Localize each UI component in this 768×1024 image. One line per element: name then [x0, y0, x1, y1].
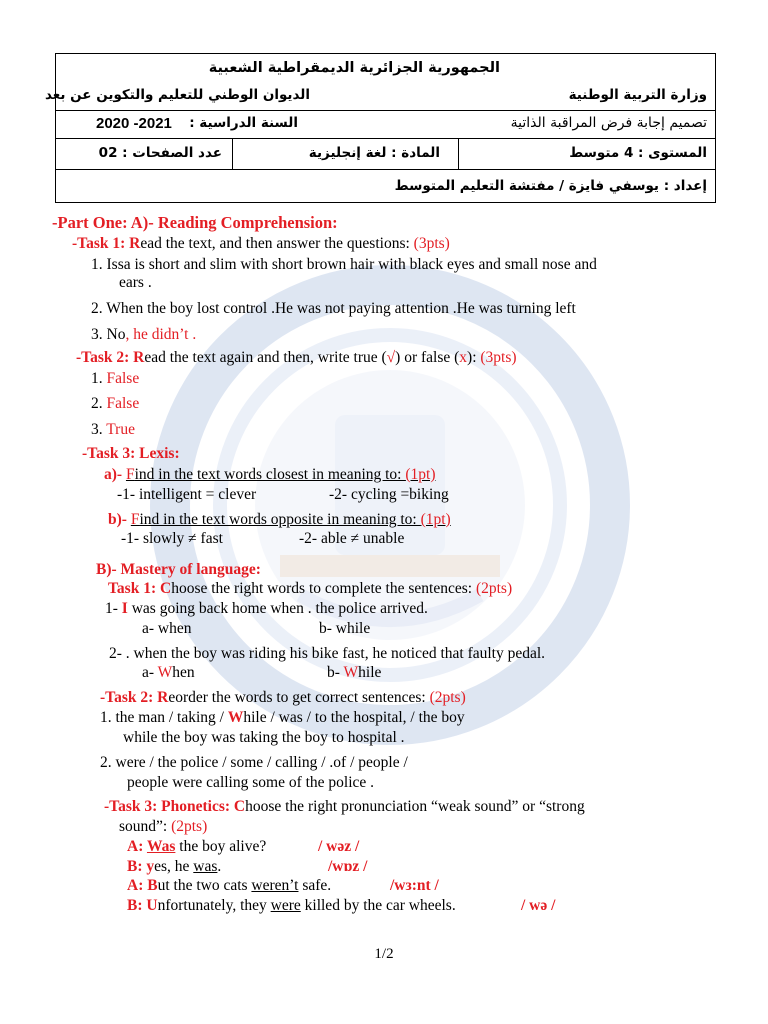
check-mark-icon: √: [386, 349, 396, 366]
author-label: إعداد : يوسفي فايزة / مفتشة التعليم المتوسط: [394, 178, 707, 194]
page-number: 1/2: [374, 946, 394, 962]
mastery-task3-heading-cont: sound”: (2pts): [119, 818, 208, 835]
reorder-question-1: 1. the man / taking / While / was / to the hospital, / the boy: [100, 709, 465, 726]
task3-lexis-title: -Task 3: Lexis:: [82, 445, 180, 462]
design-title: تصميم إجابة فرض المراقبة الذاتية: [510, 115, 707, 131]
task2-answer-2: 2. False: [91, 395, 140, 412]
sentence-1-option-b: b- while: [319, 620, 371, 637]
mastery-task1-sentence-2: 2- . when the boy was riding his bike fast, he noticed that faulty pedal.: [109, 645, 546, 662]
phonetics-answer-2: /wɒz /: [328, 858, 368, 875]
reorder-question-2: 2. were / the police / some / calling / .of / people /: [100, 754, 408, 771]
task2-answer-1: 1. False: [91, 370, 140, 387]
reorder-answer-1: while the boy was taking the boy to hospital .: [123, 729, 405, 746]
lexis-b-heading: b)- Find in the text words opposite in meaning to: (1pt): [108, 511, 451, 528]
level-label: المستوى : 4 متوسط: [569, 145, 707, 161]
subject-label: المادة : لغة إنجليزية: [308, 145, 440, 161]
phonetics-line-1: A: Was the boy alive?: [127, 838, 267, 855]
onefd-logo-watermark: [150, 265, 630, 745]
mastery-task2-heading: -Task 2: Reorder the words to get correct sentences: (2pts): [100, 689, 466, 706]
phonetics-answer-1: / wəz /: [318, 838, 360, 855]
office-name: الديوان الوطني للتعليم والتكوين عن بعد: [44, 87, 310, 103]
task1-answer-1: 1. Issa is short and slim with short brown hair with black eyes and small nose and: [91, 256, 597, 273]
document-header: [44, 53, 716, 203]
lexis-a-heading: a)- Find in the text words closest in meaning to: (1pt): [104, 466, 436, 483]
mastery-task1-sentence-1: 1- I was going back home when . the police arrived.: [105, 600, 428, 617]
header-divider: [232, 139, 233, 169]
republic-name: الجمهورية الجزائرية الديمقراطية الشعبية: [208, 60, 500, 76]
task1-answer-1-cont: ears .: [119, 274, 152, 291]
task1-answer-2: 2. When the boy lost control .He was not paying attention .He was turning left: [91, 300, 576, 317]
phonetics-line-3: A: But the two cats weren’t safe.: [127, 877, 332, 894]
ministry-name: وزارة التربية الوطنية: [568, 87, 707, 103]
lexis-a-answer-1: -1- intelligent = clever: [117, 486, 257, 503]
task2-answer-3: 3. True: [91, 421, 135, 438]
lexis-b-answer-1: -1- slowly ≠ fast: [121, 530, 223, 547]
part-one-title: -Part One: A)- Reading Comprehension:: [52, 213, 338, 232]
mastery-task3-heading: -Task 3: Phonetics: Choose the right pronunciation “weak sound” or “strong: [104, 798, 585, 815]
task1-heading: -Task 1: Read the text, and then answer the questions: (3pts): [72, 235, 450, 252]
mastery-task1-heading: Task 1: Choose the right words to complete the sentences: (2pts): [108, 580, 513, 597]
header-row-author: [56, 170, 715, 202]
sentence-2-option-a: a- When: [142, 664, 195, 681]
header-row-design: [56, 111, 715, 139]
header-divider: [458, 139, 459, 169]
lexis-a-answer-2: -2- cycling =biking: [329, 486, 449, 503]
pages-label: عدد الصفحات : 02: [98, 145, 222, 161]
reorder-answer-2: people were calling some of the police .: [127, 774, 375, 791]
phonetics-answer-3: /wз:nt /: [390, 877, 439, 894]
phonetics-line-2: B: yes, he was.: [127, 858, 222, 875]
phonetics-answer-4: / wə /: [521, 897, 556, 914]
header-row-info: [56, 139, 715, 170]
mastery-title: B)- Mastery of language:: [96, 561, 261, 578]
cross-mark-icon: x: [459, 349, 468, 366]
year-value: 2020 -2021: [96, 115, 172, 132]
task1-answer-3: 3. No, he didn’t .: [91, 326, 197, 343]
year-label: السنة الدراسية :: [189, 115, 298, 131]
lexis-b-answer-2: -2- able ≠ unable: [299, 530, 405, 547]
phonetics-line-4: B: Unfortunately, they were killed by the car wheels.: [127, 897, 456, 914]
header-row-institutions: [44, 54, 715, 111]
sentence-2-option-b: b- While: [327, 664, 382, 681]
sentence-1-option-a: a- when: [142, 620, 192, 637]
task2-heading: -Task 2: Read the text again and then, write true (√) or false (x): (3pts): [76, 349, 517, 366]
